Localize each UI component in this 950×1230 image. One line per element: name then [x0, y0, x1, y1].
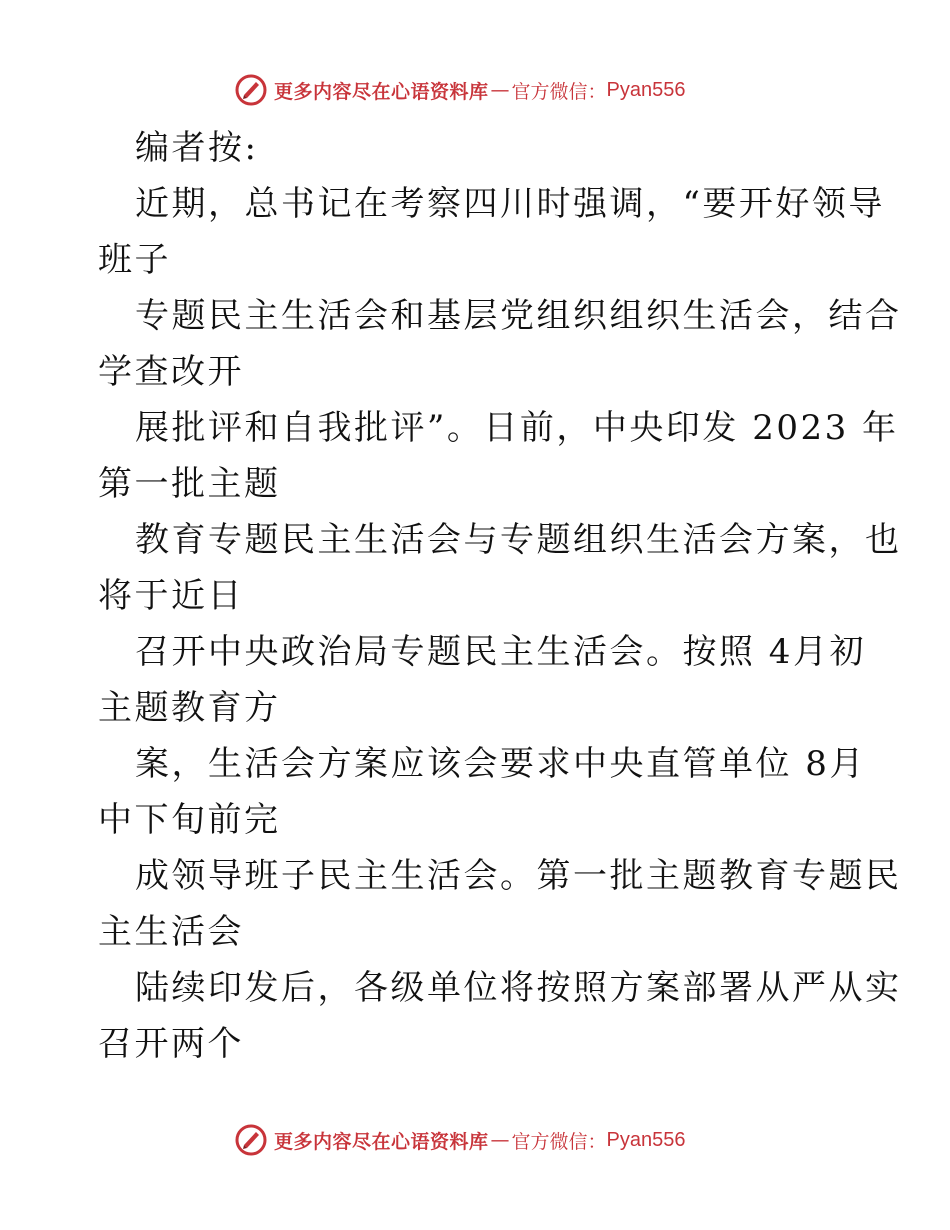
- text-line: 专题民主生活会和基层党组织组织生活会，结合: [135, 296, 902, 336]
- text-line: 案，生活会方案应该会要求中央直管单位 8月: [135, 744, 866, 784]
- footer-banner: [234, 1123, 686, 1157]
- text-line: 主生活会: [98, 912, 244, 952]
- text-line: 中下旬前完: [98, 800, 281, 840]
- banner-separator: —: [490, 79, 510, 101]
- text-line: 成领导班子民主生活会。第一批主题教育专题民: [135, 856, 902, 896]
- text-line: 陆续印发后，各级单位将按照方案部署从严从实: [135, 968, 902, 1008]
- text-line: 教育专题民主生活会与专题组织生活会方案，也: [135, 520, 902, 560]
- text-line: 学查改开: [98, 352, 244, 392]
- brand-logo-icon: [234, 1123, 268, 1157]
- banner-title: 更多内容尽在心语资料库: [274, 1130, 489, 1153]
- banner-title: 更多内容尽在心语资料库: [274, 80, 489, 103]
- banner-wechat-label: 官方微信：: [511, 1130, 607, 1153]
- text-line: 近期，总书记在考察四川时强调，“要开好领导: [135, 184, 885, 224]
- document-body: [98, 120, 902, 1072]
- banner-wechat-id: Pyan556: [606, 78, 686, 101]
- text-line: 召开中央政治局专题民主生活会。按照 4月初: [135, 632, 866, 672]
- text-line: 第一批主题: [98, 464, 281, 504]
- banner-wechat-label: 官方微信：: [511, 80, 607, 103]
- text-line: 将于近日: [98, 576, 244, 616]
- text-line: 主题教育方: [98, 688, 281, 728]
- text-line: 召开两个: [98, 1024, 244, 1064]
- banner-separator: —: [490, 1129, 510, 1151]
- header-banner: [234, 73, 686, 107]
- text-line: 编者按:: [135, 128, 259, 168]
- banner-wechat-id: Pyan556: [606, 1128, 686, 1151]
- text-line: 展批评和自我批评”。日前，中央印发 2023 年: [135, 408, 899, 448]
- text-line: 班子: [98, 240, 171, 280]
- brand-logo-icon: [234, 73, 268, 107]
